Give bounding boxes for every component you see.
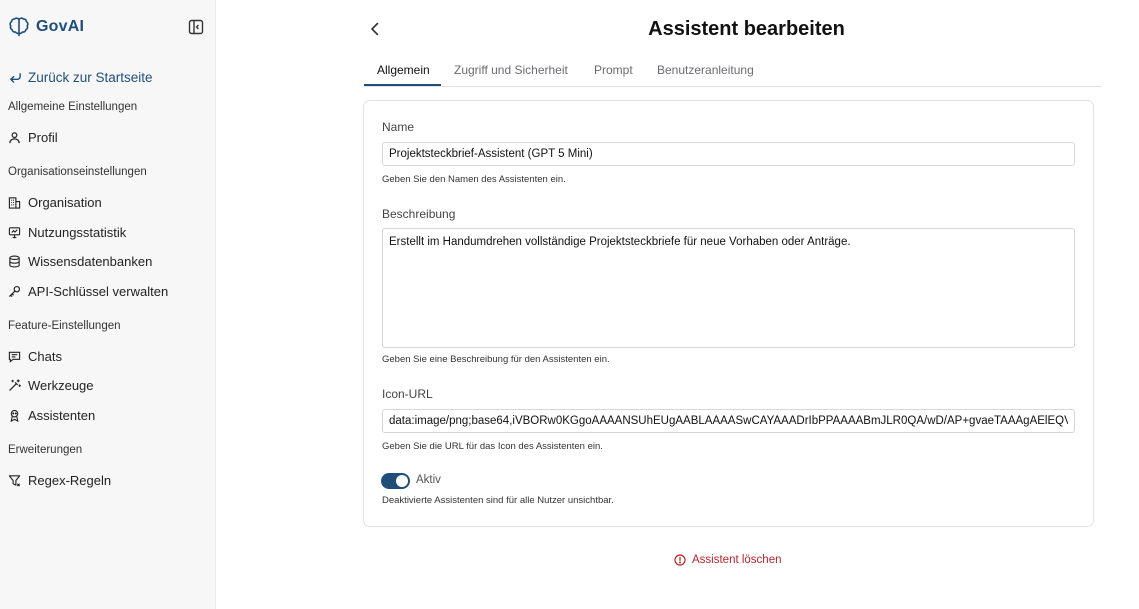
- back-to-home-link[interactable]: [9, 70, 153, 85]
- name-label: Name: [382, 120, 415, 134]
- sidebar-item-label: Werkzeuge: [28, 378, 94, 393]
- key-icon: [8, 285, 21, 298]
- description-field[interactable]: [382, 228, 1075, 348]
- brain-icon: [7, 15, 31, 39]
- sidebar-item-profile[interactable]: [8, 130, 58, 145]
- app-logo[interactable]: [7, 15, 84, 39]
- name-field[interactable]: [382, 142, 1075, 166]
- active-help: Deaktivierte Assistenten sind für alle Nutzer unsichtbar.: [382, 495, 614, 506]
- description-label: Beschreibung: [382, 207, 456, 221]
- sidebar-item-knowledge[interactable]: [8, 254, 152, 269]
- sidebar-item-label: Profil: [28, 130, 58, 145]
- icon-url-label: Icon-URL: [382, 387, 433, 401]
- bot-icon: [8, 409, 21, 422]
- icon-url-help: Geben Sie die URL für das Icon des Assistenten ein.: [382, 441, 603, 452]
- sidebar-item-api-keys[interactable]: [8, 284, 168, 299]
- sidebar-item-label: API-Schlüssel verwalten: [28, 284, 169, 299]
- sidebar-item-usage[interactable]: [8, 225, 126, 240]
- description-help: Geben Sie eine Beschreibung für den Assistenten ein.: [382, 354, 610, 365]
- back-to-home-label: Zurück zur Startseite: [28, 70, 153, 85]
- delete-assistant-label: Assistent löschen: [692, 554, 782, 566]
- tab-access-security[interactable]: Zugriff und Sicherheit: [454, 63, 568, 77]
- wand-icon: [8, 379, 21, 392]
- tab-prompt[interactable]: Prompt: [594, 63, 633, 77]
- monitor-icon: [8, 226, 21, 239]
- tab-bar: [364, 60, 1102, 87]
- building-icon: [8, 196, 21, 209]
- page-title: Assistent bearbeiten: [648, 18, 845, 40]
- sidebar-item-tools[interactable]: [8, 378, 94, 393]
- app-name: GovAI: [36, 18, 85, 35]
- alert-circle-icon: [674, 554, 686, 566]
- sidebar-collapse-icon[interactable]: [188, 19, 204, 35]
- user-icon: [8, 131, 21, 144]
- return-arrow-icon: [9, 71, 22, 84]
- tab-user-guide[interactable]: Benutzeranleitung: [657, 63, 754, 77]
- section-extensions: Erweiterungen: [8, 444, 83, 456]
- active-toggle[interactable]: [381, 473, 410, 489]
- active-tab-indicator: [364, 84, 441, 86]
- sidebar-item-label: Assistenten: [28, 408, 96, 423]
- active-label: Aktiv: [416, 474, 441, 486]
- message-icon: [8, 350, 21, 363]
- icon-url-field[interactable]: [382, 409, 1075, 433]
- sidebar-item-label: Organisation: [28, 195, 102, 210]
- sidebar-item-label: Nutzungsstatistik: [28, 225, 127, 240]
- toggle-knob: [396, 475, 408, 487]
- sidebar-item-label: Wissensdatenbanken: [28, 254, 153, 269]
- section-organization: Organisationseinstellungen: [8, 166, 147, 178]
- filter-icon: [8, 474, 21, 487]
- section-general: Allgemeine Einstellungen: [8, 101, 138, 113]
- tab-general[interactable]: Allgemein: [377, 63, 430, 77]
- delete-assistant-button[interactable]: [674, 554, 782, 566]
- name-help: Geben Sie den Namen des Assistenten ein.: [382, 174, 566, 185]
- database-icon: [8, 255, 21, 268]
- sidebar-item-assistants[interactable]: [8, 408, 95, 423]
- sidebar-item-label: Regex-Regeln: [28, 473, 112, 488]
- sidebar: [0, 0, 216, 609]
- sidebar-item-label: Chats: [28, 349, 62, 364]
- sidebar-item-organization[interactable]: [8, 195, 102, 210]
- section-features: Feature-Einstellungen: [8, 320, 121, 332]
- sidebar-item-chats[interactable]: [8, 349, 62, 364]
- sidebar-item-regex[interactable]: [8, 473, 111, 488]
